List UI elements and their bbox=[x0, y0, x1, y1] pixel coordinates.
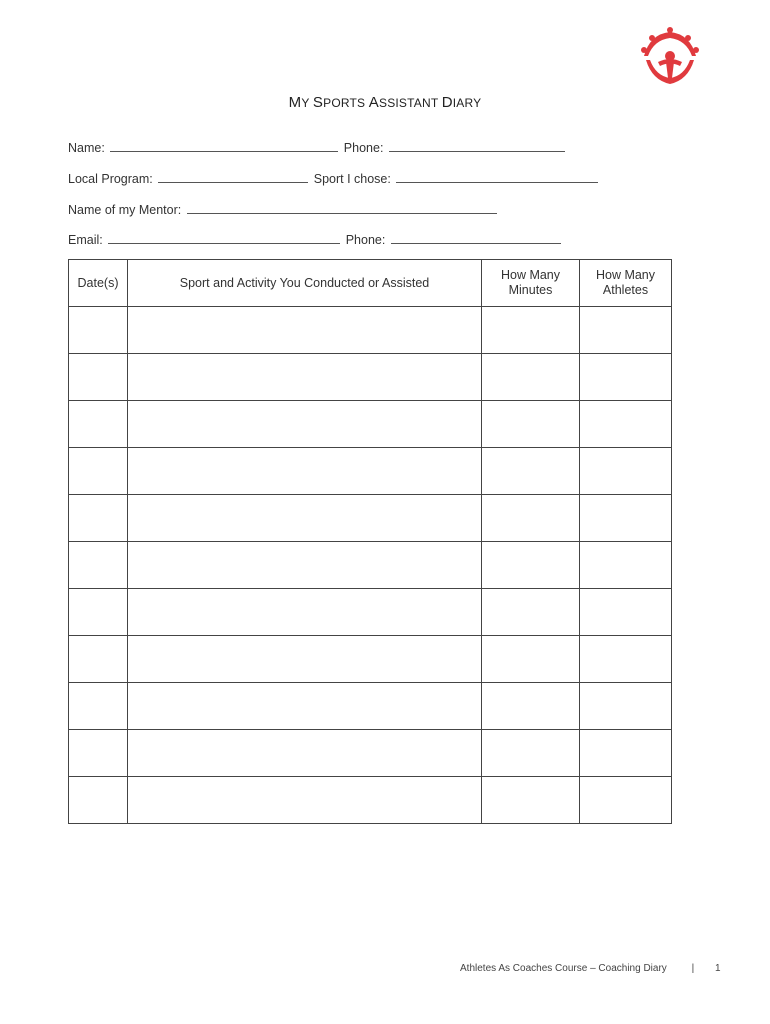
minutes-cell[interactable] bbox=[482, 495, 580, 542]
phone-field[interactable] bbox=[389, 139, 565, 152]
phone-field-2[interactable] bbox=[391, 231, 561, 244]
minutes-header bbox=[482, 260, 580, 307]
activity-cell[interactable] bbox=[128, 307, 482, 354]
activity-cell[interactable] bbox=[128, 730, 482, 777]
email-field[interactable] bbox=[108, 231, 340, 244]
table-row bbox=[69, 589, 672, 636]
footer-course-text: Athletes As Coaches Course – Coaching Diary bbox=[460, 963, 667, 974]
activity-cell[interactable] bbox=[128, 495, 482, 542]
minutes-cell[interactable] bbox=[482, 307, 580, 354]
activity-cell[interactable] bbox=[128, 542, 482, 589]
activity-header: Sport and Activity You Conducted or Assisted bbox=[128, 260, 482, 307]
sport-chose-field[interactable] bbox=[396, 170, 598, 183]
email-phone-line bbox=[68, 231, 563, 247]
table-header-row bbox=[69, 260, 672, 307]
date-cell[interactable] bbox=[69, 777, 128, 824]
minutes-cell[interactable] bbox=[482, 589, 580, 636]
athletes-cell[interactable] bbox=[580, 354, 672, 401]
footer-separator: | bbox=[691, 963, 695, 974]
table-row bbox=[69, 448, 672, 495]
name-field[interactable] bbox=[110, 139, 338, 152]
minutes-cell[interactable] bbox=[482, 636, 580, 683]
minutes-cell[interactable] bbox=[482, 448, 580, 495]
date-cell[interactable] bbox=[69, 730, 128, 777]
minutes-header-line2: Minutes bbox=[508, 283, 553, 297]
minutes-cell[interactable] bbox=[482, 401, 580, 448]
date-cell[interactable] bbox=[69, 354, 128, 401]
mentor-field[interactable] bbox=[187, 201, 497, 214]
table-row bbox=[69, 307, 672, 354]
athletes-header bbox=[580, 260, 672, 307]
name-label: Name: bbox=[68, 141, 105, 155]
title-part: SSISTANT bbox=[378, 96, 442, 110]
athletes-cell[interactable] bbox=[580, 777, 672, 824]
table-row bbox=[69, 495, 672, 542]
activity-cell[interactable] bbox=[128, 683, 482, 730]
mentor-line bbox=[68, 201, 499, 217]
diary-table bbox=[68, 259, 672, 824]
athletes-cell[interactable] bbox=[580, 307, 672, 354]
activity-cell[interactable] bbox=[128, 401, 482, 448]
page-title bbox=[0, 94, 770, 111]
athletes-cell[interactable] bbox=[580, 448, 672, 495]
date-cell[interactable] bbox=[69, 542, 128, 589]
minutes-cell[interactable] bbox=[482, 542, 580, 589]
phone-label-2: Phone: bbox=[345, 233, 386, 247]
athletes-cell[interactable] bbox=[580, 495, 672, 542]
local-program-label: Local Program: bbox=[68, 172, 153, 186]
athletes-cell[interactable] bbox=[580, 636, 672, 683]
athletes-cell[interactable] bbox=[580, 589, 672, 636]
page-footer bbox=[460, 963, 721, 974]
minutes-cell[interactable] bbox=[482, 354, 580, 401]
table-row bbox=[69, 636, 672, 683]
title-part: S bbox=[312, 94, 324, 111]
title-part: Y bbox=[301, 96, 313, 110]
title-part: IARY bbox=[452, 96, 482, 110]
sport-chose-label: Sport I chose: bbox=[313, 172, 391, 186]
athletes-cell[interactable] bbox=[580, 542, 672, 589]
title-part: D bbox=[441, 94, 453, 111]
activity-cell[interactable] bbox=[128, 636, 482, 683]
activity-cell[interactable] bbox=[128, 448, 482, 495]
phone-label: Phone: bbox=[343, 141, 384, 155]
title-part: M bbox=[288, 94, 302, 111]
title-part: PORTS bbox=[323, 96, 369, 110]
email-label: Email: bbox=[68, 233, 103, 247]
date-cell[interactable] bbox=[69, 448, 128, 495]
athletes-cell[interactable] bbox=[580, 401, 672, 448]
minutes-header-line1: How Many bbox=[500, 268, 561, 282]
date-cell[interactable] bbox=[69, 636, 128, 683]
diary-body bbox=[69, 307, 672, 824]
athletes-cell[interactable] bbox=[580, 730, 672, 777]
date-cell[interactable] bbox=[69, 683, 128, 730]
activity-cell[interactable] bbox=[128, 589, 482, 636]
local-program-field[interactable] bbox=[158, 170, 308, 183]
dates-header: Date(s) bbox=[69, 260, 128, 307]
table-row bbox=[69, 401, 672, 448]
activity-cell[interactable] bbox=[128, 777, 482, 824]
minutes-cell[interactable] bbox=[482, 730, 580, 777]
activity-cell[interactable] bbox=[128, 354, 482, 401]
date-cell[interactable] bbox=[69, 589, 128, 636]
athletes-cell[interactable] bbox=[580, 683, 672, 730]
program-sport-line bbox=[68, 170, 600, 186]
name-phone-line bbox=[68, 139, 567, 155]
table-row bbox=[69, 542, 672, 589]
page-number: 1 bbox=[714, 963, 721, 974]
mentor-label: Name of my Mentor: bbox=[68, 203, 182, 217]
athletes-header-line1: How Many bbox=[595, 268, 656, 282]
minutes-cell[interactable] bbox=[482, 683, 580, 730]
date-cell[interactable] bbox=[69, 401, 128, 448]
table-row bbox=[69, 354, 672, 401]
table-row bbox=[69, 683, 672, 730]
title-part: A bbox=[368, 94, 379, 111]
table-row bbox=[69, 730, 672, 777]
athletes-header-line2: Athletes bbox=[602, 283, 649, 297]
special-olympics-logo-icon bbox=[636, 26, 704, 90]
minutes-cell[interactable] bbox=[482, 777, 580, 824]
date-cell[interactable] bbox=[69, 495, 128, 542]
date-cell[interactable] bbox=[69, 307, 128, 354]
table-row bbox=[69, 777, 672, 824]
